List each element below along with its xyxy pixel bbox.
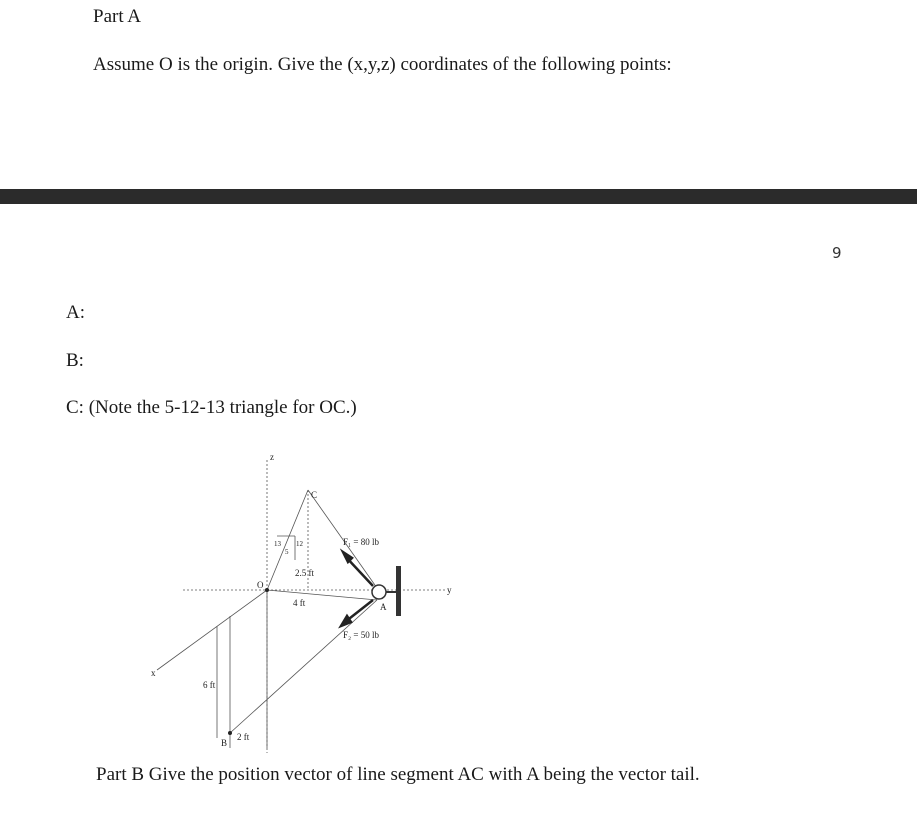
- point-a-label: A:: [66, 302, 85, 323]
- point-o-label: O: [257, 580, 264, 590]
- page-number: 9: [832, 244, 842, 262]
- force-f1-arrowhead: [343, 552, 352, 562]
- support-bracket: [372, 566, 401, 616]
- force-diagram: [145, 448, 465, 758]
- point-a-figure-label: A: [380, 602, 387, 612]
- x-axis-line: [157, 590, 267, 670]
- part-b-prompt: Part B Give the position vector of line segment AC with A being the vector tail.: [96, 764, 700, 785]
- dim-6ft-label: 6 ft: [203, 680, 216, 690]
- part-a-heading: Part A: [93, 6, 142, 27]
- point-b-label: B:: [66, 350, 84, 371]
- origin-dot: [265, 588, 269, 592]
- dim-2-5ft-label: 2.5 ft: [295, 568, 314, 578]
- dim-2ft-label: 2 ft: [237, 732, 250, 742]
- axis-y-label: y: [447, 585, 452, 595]
- triangle-13-label: 13: [274, 540, 281, 548]
- triangle-5-label: 5: [285, 548, 289, 556]
- force-f1-label: F₁ = 80 lb: [343, 537, 379, 547]
- point-b-dot: [228, 731, 232, 735]
- triangle-12-label: 12: [296, 540, 303, 548]
- oa-line: [267, 590, 377, 600]
- ba-line: [230, 600, 377, 733]
- part-a-prompt: Assume O is the origin. Give the (x,y,z) coordinates of the following points:: [93, 54, 672, 75]
- point-b-figure-label: B: [221, 738, 228, 748]
- axis-x-label: x: [151, 668, 156, 678]
- force-f2-label: F₂ = 50 lb: [343, 630, 379, 640]
- point-c-figure-label: C: [311, 490, 318, 500]
- point-c-label: C: (Note the 5-12-13 triangle for OC.): [66, 397, 357, 418]
- axis-z-label: z: [270, 452, 274, 462]
- dim-4ft-label: 4 ft: [293, 598, 306, 608]
- divider-bar: [0, 189, 917, 204]
